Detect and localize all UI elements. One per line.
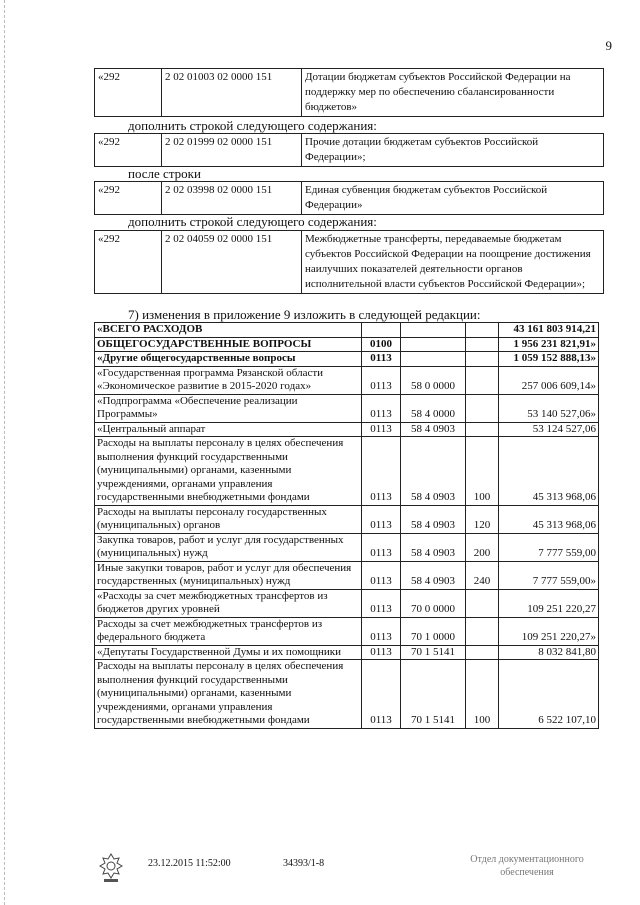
expenditure-table (94, 322, 599, 729)
instruction-text: дополнить строкой следующего содержания: (128, 214, 377, 229)
budget-code: 2 02 03998 02 0000 151 (162, 182, 302, 215)
target-code: 58 4 0903 (401, 561, 466, 589)
budget-code: 2 02 04059 02 0000 151 (162, 231, 302, 294)
amount: 1 956 231 821,91» (499, 337, 599, 352)
amount: 257 006 609,14» (499, 366, 599, 394)
budget-code: 2 02 01003 02 0000 151 (162, 69, 302, 117)
table-row (95, 134, 604, 167)
amount: 43 161 803 914,21 (499, 323, 599, 338)
expense-name: «Подпрограмма «Обеспечение реализации Программы» (95, 394, 362, 422)
section-code: 0113 (362, 505, 401, 533)
expense-name: Расходы на выплаты персоналу в целях обеспечения выполнения функций государственными (муниципальными) органами, казенными учреждениями, органами управления государственными внебюджетными фондами (95, 660, 362, 729)
expense-type-code: 120 (466, 505, 499, 533)
section-code: 0113 (362, 617, 401, 645)
table-row (95, 561, 599, 589)
target-code (401, 323, 466, 338)
expense-name: «Другие общегосударственные вопросы (95, 352, 362, 367)
target-code: 58 4 0903 (401, 505, 466, 533)
section-code: 0100 (362, 337, 401, 352)
amount: 8 032 841,80 (499, 645, 599, 660)
table-row (95, 69, 604, 117)
table-row (95, 505, 599, 533)
section-code: 0113 (362, 533, 401, 561)
target-code: 70 1 0000 (401, 617, 466, 645)
table-row (95, 422, 599, 437)
target-code (401, 337, 466, 352)
budget-code: 2 02 01999 02 0000 151 (162, 134, 302, 167)
revenue-name: Дотации бюджетам субъектов Российской Федерации на поддержку мер по обеспечению сбалансированности бюджетов» (302, 69, 604, 117)
code-table-4 (94, 230, 604, 294)
expense-type-code (466, 323, 499, 338)
expense-name: Иные закупки товаров, работ и услуг для обеспечения государственных (муниципальных) нужд (95, 561, 362, 589)
amount: 109 251 220,27 (499, 589, 599, 617)
instruction-text: дополнить строкой следующего содержания: (128, 118, 377, 133)
table-row (95, 660, 599, 729)
expense-type-code (466, 645, 499, 660)
target-code: 58 4 0903 (401, 422, 466, 437)
table-row (95, 437, 599, 506)
target-code (401, 352, 466, 367)
section-intro: 7) изменения в приложение 9 изложить в следующей редакции: (128, 307, 481, 322)
code-table-1 (94, 68, 604, 117)
amount: 45 313 968,06 (499, 437, 599, 506)
expense-name: «Центральный аппарат (95, 422, 362, 437)
expense-type-code (466, 337, 499, 352)
amount: 7 777 559,00 (499, 533, 599, 561)
admin-code: «292 (95, 231, 162, 294)
expense-type-code: 200 (466, 533, 499, 561)
section-code: 0113 (362, 589, 401, 617)
table-row (95, 394, 599, 422)
table-row (95, 182, 604, 215)
expense-name: «ВСЕГО РАСХОДОВ (95, 323, 362, 338)
table-row (95, 337, 599, 352)
amount: 53 140 527,06» (499, 394, 599, 422)
expense-type-code (466, 394, 499, 422)
section-code (362, 323, 401, 338)
admin-code: «292 (95, 134, 162, 167)
section-code: 0113 (362, 645, 401, 660)
footer-doc-id: 34393/1-8 (283, 858, 325, 869)
footer-datetime: 23.12.2015 11:52:00 (148, 858, 231, 869)
revenue-name: Прочие дотации бюджетам субъектов Российской Федерации»; (302, 134, 604, 167)
expense-name: ОБЩЕГОСУДАРСТВЕННЫЕ ВОПРОСЫ (95, 337, 362, 352)
expense-type-code (466, 366, 499, 394)
target-code: 58 4 0903 (401, 533, 466, 561)
revenue-name: Межбюджетные трансферты, передаваемые бюджетам субъектов Российской Федерации на поощрение достижения наилучших показателей деятельности органов исполнительной власти субъектов Российской Федерации»; (302, 231, 604, 294)
target-code: 70 1 5141 (401, 660, 466, 729)
expense-name: «Депутаты Государственной Думы и их помощники (95, 645, 362, 660)
expense-type-code (466, 352, 499, 367)
expense-name: Расходы на выплаты персоналу в целях обеспечения выполнения функций государственными (муниципальными) органами, казенными учреждениями, органами управления государственными внебюджетными фондами (95, 437, 362, 506)
target-code: 70 1 5141 (401, 645, 466, 660)
section-code: 0113 (362, 366, 401, 394)
amount: 7 777 559,00» (499, 561, 599, 589)
amount: 109 251 220,27» (499, 617, 599, 645)
section-code: 0113 (362, 422, 401, 437)
table-row (95, 352, 599, 367)
expense-name: Расходы за счет межбюджетных трансфертов из федерального бюджета (95, 617, 362, 645)
table-row (95, 533, 599, 561)
expense-name: Расходы на выплаты персоналу государственных (муниципальных) органов (95, 505, 362, 533)
instruction-text: после строки (128, 166, 201, 181)
section-code: 0113 (362, 352, 401, 367)
expense-type-code: 240 (466, 561, 499, 589)
section-code: 0113 (362, 437, 401, 506)
admin-code: «292 (95, 69, 162, 117)
amount: 1 059 152 888,13» (499, 352, 599, 367)
target-code: 70 0 0000 (401, 589, 466, 617)
expense-type-code (466, 422, 499, 437)
scan-edge-line (4, 0, 6, 905)
expense-type-code (466, 589, 499, 617)
expense-type-code: 100 (466, 660, 499, 729)
section-code: 0113 (362, 394, 401, 422)
section-code: 0113 (362, 660, 401, 729)
department-stamp: Отдел документационного обеспечения (470, 854, 584, 878)
code-table-3 (94, 181, 604, 215)
page-number: 9 (605, 38, 612, 53)
expense-name: «Расходы за счет межбюджетных трансфертов из бюджетов других уровней (95, 589, 362, 617)
amount: 45 313 968,06 (499, 505, 599, 533)
target-code: 58 4 0000 (401, 394, 466, 422)
code-table-2 (94, 133, 604, 167)
amount: 6 522 107,10 (499, 660, 599, 729)
expense-type-code (466, 617, 499, 645)
target-code: 58 0 0000 (401, 366, 466, 394)
emblem-icon (98, 852, 124, 889)
expense-type-code: 100 (466, 437, 499, 506)
table-row (95, 589, 599, 617)
expense-name: Закупка товаров, работ и услуг для государственных (муниципальных) нужд (95, 533, 362, 561)
table-row (95, 323, 599, 338)
expense-name: «Государственная программа Рязанской области «Экономическое развитие в 2015-2020 годах» (95, 366, 362, 394)
target-code: 58 4 0903 (401, 437, 466, 506)
amount: 53 124 527,06 (499, 422, 599, 437)
revenue-name: Единая субвенция бюджетам субъектов Российской Федерации» (302, 182, 604, 215)
table-row (95, 617, 599, 645)
table-row (95, 366, 599, 394)
admin-code: «292 (95, 182, 162, 215)
section-code: 0113 (362, 561, 401, 589)
table-row (95, 645, 599, 660)
table-row (95, 231, 604, 294)
